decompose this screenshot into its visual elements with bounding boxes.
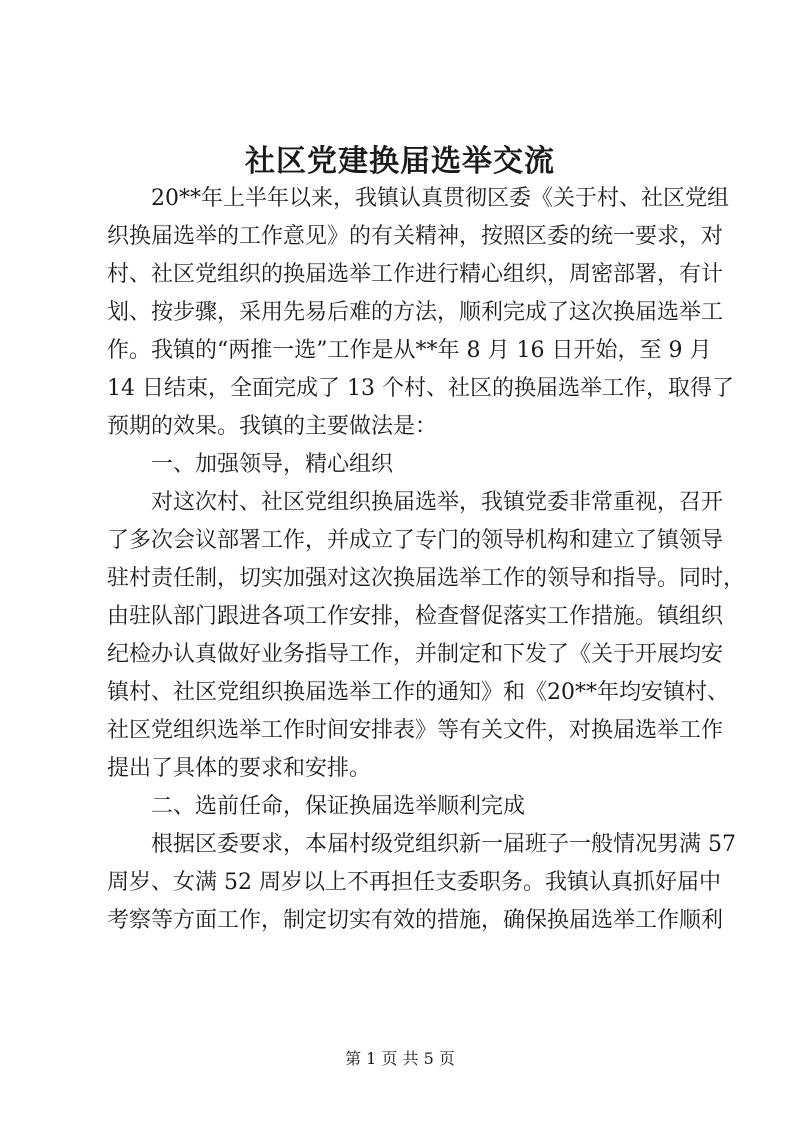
text-line: 14 日结束，全面完成了 13 个村、社区的换届选举工作，取得了	[107, 376, 734, 401]
text-line: 村、社区党组织的换届选举工作进行精心组织，周密部署，有计	[107, 262, 724, 287]
text-line: 一、加强领导，精心组织	[151, 452, 394, 477]
text-line: 社区党组织选举工作时间安排表》等有关文件，对换届选举工作	[107, 718, 724, 743]
text-line: 纪检办认真做好业务指导工作，并制定和下发了《关于开展均安	[107, 642, 724, 667]
document-title: 社区党建换届选举交流	[245, 144, 555, 179]
text-line: 了多次会议部署工作，并成立了专门的领导机构和建立了镇领导	[107, 528, 724, 553]
text-line: 预期的效果。我镇的主要做法是：	[107, 414, 438, 439]
text-line: 提出了具体的要求和安排。	[107, 756, 372, 781]
text-line: 由驻队部门跟进各项工作安排，检查督促落实工作措施。镇组织	[107, 604, 724, 629]
document-body	[107, 180, 746, 940]
page-footer: 第 1 页 共 5 页	[345, 1049, 455, 1068]
text-line: 对这次村、社区党组织换届选举，我镇党委非常重视，召开	[151, 490, 724, 515]
text-line: 镇村、社区党组织换届选举工作的通知》和《20**年均安镇村、	[107, 680, 729, 705]
text-line: 作。我镇的“两推一选”工作是从**年 8 月 16 日开始，至 9 月	[107, 338, 712, 363]
text-line: 周岁、女满 52 周岁以上不再担任支委职务。我镇认真抓好届中	[107, 870, 721, 895]
text-line: 根据区委要求，本届村级党组织新一届班子一般情况男满 57	[151, 832, 736, 857]
text-line: 20**年上半年以来，我镇认真贯彻区委《关于村、社区党组	[151, 186, 729, 211]
text-line: 二、选前任命，保证换届选举顺利完成	[151, 794, 526, 819]
text-line: 驻村责任制，切实加强对这次换届选举工作的领导和指导。同时，	[107, 566, 746, 591]
text-line: 考察等方面工作，制定切实有效的措施，确保换届选举工作顺利	[107, 908, 724, 933]
text-line: 织换届选举的工作意见》的有关精神，按照区委的统一要求，对	[107, 224, 724, 249]
text-line: 划、按步骤，采用先易后难的方法，顺利完成了这次换届选举工	[107, 300, 724, 325]
